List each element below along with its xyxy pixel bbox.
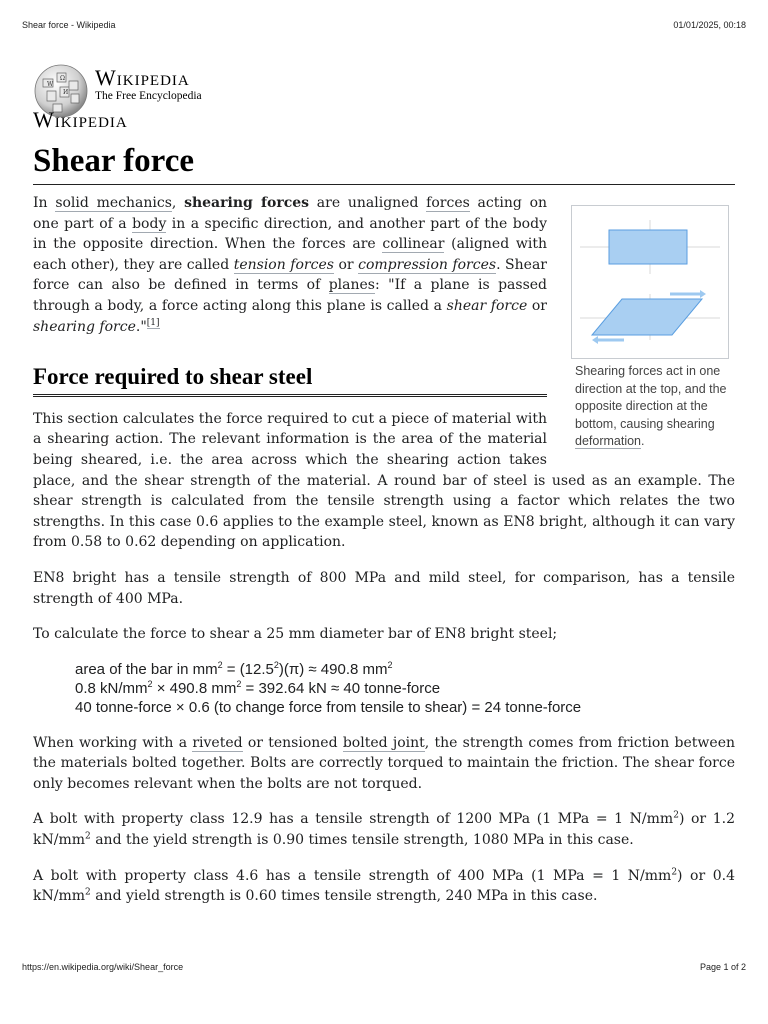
- riveted-link[interactable]: riveted: [192, 734, 243, 751]
- paragraph-text: A bolt with property class 12.9 has a tensile strength of 1200 MPa (1 MPa = 1 N/mm: [33, 811, 674, 828]
- paragraph-sup: 2: [85, 831, 91, 842]
- section-paragraph-3: To calculate the force to shear a 25 mm diameter bar of EN8 bright steel;: [33, 626, 558, 643]
- wikipedia-wordmark-secondary: Wikipedia: [33, 107, 128, 132]
- wikipedia-logo[interactable]: [33, 63, 333, 132]
- intro-text: (aligned with each other), they are called: [33, 236, 547, 273]
- intro-text: : "If a plane is passed through a body, a force acting along this plane is called a: [33, 277, 548, 314]
- formula-text: × 490.8 mm: [152, 679, 237, 697]
- deformation-link[interactable]: deformation: [575, 434, 642, 448]
- paragraph-text: ) or 0.4 kN/mm: [33, 867, 735, 905]
- formula-sup: 2: [387, 659, 393, 670]
- solid-mechanics-link[interactable]: solid mechanics: [55, 195, 172, 211]
- planes-link[interactable]: planes: [328, 277, 375, 294]
- formula-sup: 2: [273, 659, 279, 670]
- intro-text: are unaligned: [309, 195, 427, 211]
- intro-text: or: [333, 256, 359, 273]
- paragraph-text: and the yield strength is 0.90 times tensile strength, 1080 MPa in this case.: [90, 832, 634, 849]
- section-heading: Force required to shear steel: [33, 367, 547, 397]
- section-paragraph-2: EN8 bright has a tensile strength of 800 MPa and mild steel, for comparison, has a tensile strength of 400 MPa.: [33, 569, 735, 607]
- intro-text: .": [135, 318, 147, 335]
- collinear-link[interactable]: collinear: [382, 236, 445, 253]
- formula-block: [75, 660, 735, 717]
- section-paragraph-1: This section calculates the force required to cut a piece of material with a shearing action. The relevant information is the area of the material being sheared, i.e. the area across which the shearing action takes place, and the shear strength of the material. A round bar of steel is used as an example. The shear strength is calculated from the tensile strength using a factor which relates the two strengths. In this case 0.6 applies to the example steel, known as EN8 bright, although it can vary from 0.58 to 0.62 depending on application.: [33, 410, 735, 551]
- intro-text: in a specific direction, and another part of the body in the opposite direction. When the forces are: [33, 215, 547, 253]
- svg-text:Ω: Ω: [60, 75, 65, 82]
- intro-text: ,: [171, 195, 185, 211]
- svg-text:И: И: [63, 89, 69, 96]
- print-footer-url: https://en.wikipedia.org/wiki/Shear_force: [22, 962, 184, 972]
- print-footer: [22, 962, 746, 972]
- figure-caption-text: Shearing forces act in one direction at the top, and the opposite direction at the bottom, causing shearing: [575, 364, 727, 431]
- shear-diagram-image: [572, 206, 728, 358]
- shearing-forces-term: shearing forces: [184, 195, 310, 211]
- formula-text: area of the bar in mm: [75, 660, 218, 678]
- paragraph-text: A bolt with property class 4.6 has a tensile strength of 400 MPa (1 MPa = 1 N/mm: [33, 867, 672, 884]
- article-body: [33, 193, 735, 922]
- figure-caption-end: .: [641, 434, 645, 448]
- body-link[interactable]: body: [132, 215, 167, 232]
- shear-force-term: shear force: [446, 297, 528, 314]
- print-header: [22, 20, 746, 30]
- shearing-force-term: shearing force: [33, 318, 136, 335]
- formula-text: = (12.5: [222, 660, 274, 678]
- intro-text: . Shear force can also be defined in terms of: [33, 256, 547, 294]
- paragraph-text: and yield strength is 0.60 times tensile strength, 240 MPa in this case.: [90, 888, 598, 905]
- figure-caption: [575, 363, 735, 451]
- svg-text:W: W: [47, 81, 54, 88]
- reference-1-link[interactable]: [1]: [146, 317, 160, 328]
- intro-text: or: [527, 297, 547, 314]
- section-paragraph-6: [33, 866, 735, 907]
- paragraph-text: or tensioned: [242, 734, 343, 751]
- formula-line-2: [75, 679, 735, 698]
- print-footer-page: Page 1 of 2: [699, 962, 746, 972]
- figure-image[interactable]: [571, 205, 729, 359]
- forces-link[interactable]: forces: [426, 195, 470, 211]
- print-header-title: Shear force - Wikipedia: [22, 20, 116, 30]
- figure-shear: [563, 205, 735, 451]
- bolted-joint-link[interactable]: bolted joint: [342, 734, 425, 751]
- paragraph-sup: 2: [671, 867, 678, 877]
- paragraph-sup: 2: [85, 887, 91, 898]
- paragraph-text: , the strength comes from friction between the materials bolted together. Bolts are correctly torqued to maintain the friction. The shear force only becomes relevant when the bolts are not torqued.: [33, 734, 735, 792]
- paragraph-text: ) or 1.2 kN/mm: [33, 811, 736, 849]
- formula-sup: 2: [147, 678, 153, 689]
- formula-text: )(π) ≈ 490.8 mm: [278, 660, 388, 678]
- formula-sup: 2: [217, 659, 223, 670]
- intro-text: acting on one part of a: [33, 195, 548, 232]
- section-paragraph-4: [33, 733, 735, 795]
- wikipedia-wordmark: Wikipedia: [95, 65, 190, 90]
- compression-forces-link[interactable]: compression forces: [358, 256, 497, 273]
- formula-sup: 2: [236, 678, 242, 689]
- print-header-datetime: 01/01/2025, 00:18: [673, 20, 746, 30]
- section-paragraph-5: [33, 809, 735, 850]
- intro-text: In: [33, 195, 56, 211]
- wikipedia-tagline: The Free Encyclopedia: [95, 90, 202, 102]
- paragraph-sup: 2: [673, 810, 679, 821]
- formula-text: = 392.64 kN ≈ 40 tonne-force: [241, 679, 441, 697]
- formula-line-3: 40 tonne-force × 0.6 (to change force from tensile to shear) = 24 tonne-force: [75, 698, 582, 716]
- tension-forces-link[interactable]: tension forces: [233, 256, 334, 273]
- formula-text: 0.8 kN/mm: [75, 679, 148, 697]
- paragraph-text: When working with a: [33, 734, 193, 751]
- page-title: Shear force: [33, 143, 735, 185]
- formula-line-1: [75, 660, 735, 679]
